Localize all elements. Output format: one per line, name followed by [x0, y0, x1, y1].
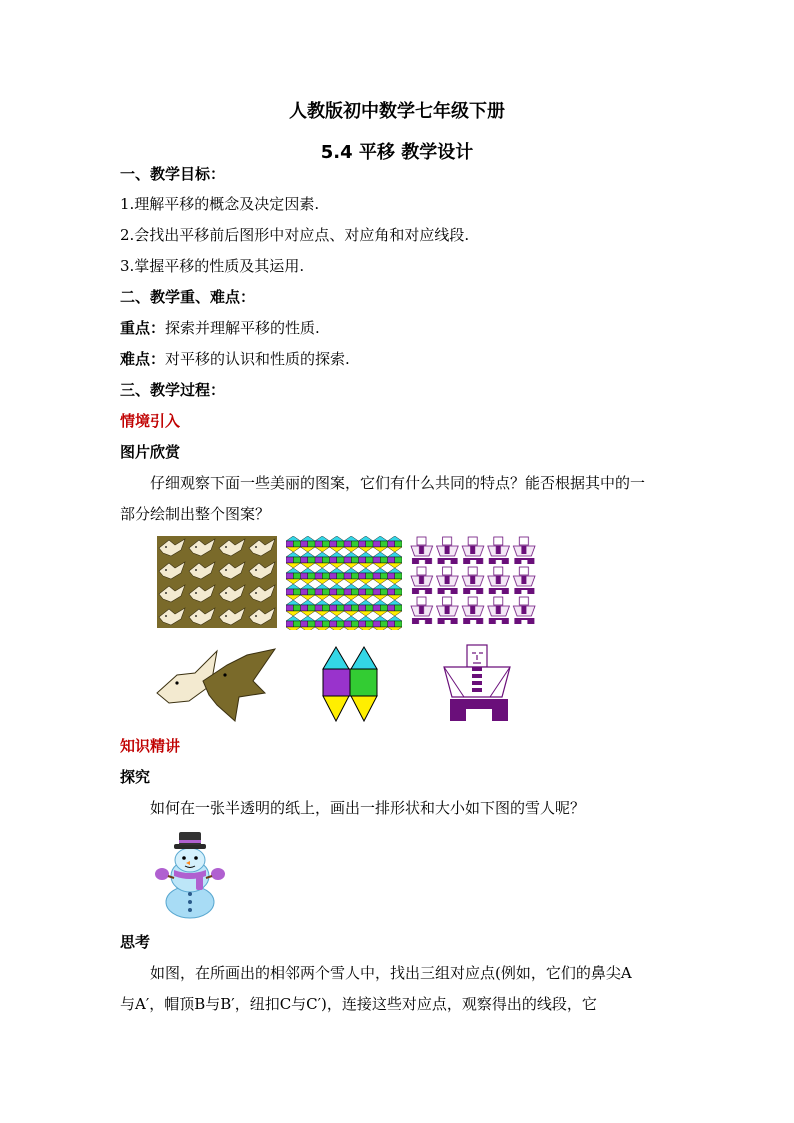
explore-heading: 探究 — [120, 768, 151, 786]
section3-heading: 三、教学过程： — [120, 381, 226, 399]
difficult-point-label: 难点： — [120, 350, 166, 368]
knowledge-heading: 知识精讲 — [120, 737, 181, 755]
objective-2: 2.会找出平移前后图形中对应点、对应角和对应线段. — [120, 226, 470, 244]
think-paragraph-line1: 如图，在所画出的相邻两个雪人中，找出三组对应点(例如，它们的鼻尖A — [150, 964, 632, 982]
pictures-heading: 图片欣赏 — [120, 443, 181, 461]
objective-3: 3.掌握平移的性质及其运用. — [120, 257, 305, 275]
gem-motif-image — [322, 645, 378, 723]
think-heading: 思考 — [120, 933, 151, 951]
difficult-point — [120, 349, 350, 369]
key-point-label: 重点： — [120, 319, 166, 337]
key-point — [120, 318, 320, 338]
gem-tessellation-image — [286, 536, 402, 630]
explore-paragraph: 如何在一张半透明的纸上，画出一排形状和大小如下图的雪人呢？ — [150, 799, 586, 817]
pictures-paragraph-line2: 部分绘制出整个图案？ — [120, 505, 271, 523]
snowman-image — [150, 830, 228, 920]
difficult-point-text: 对平移的认识和性质的探索. — [165, 350, 350, 368]
section2-heading: 二、教学重、难点： — [120, 288, 256, 306]
bird-motif-image — [155, 645, 277, 725]
intro-heading: 情境引入 — [120, 412, 181, 430]
robot-tessellation-image — [409, 536, 537, 626]
bird-tessellation-image — [157, 536, 277, 628]
key-point-text: 探索并理解平移的性质. — [165, 319, 320, 337]
pictures-paragraph-line1: 仔细观察下面一些美丽的图案，它们有什么共同的特点？能否根据其中的一 — [150, 474, 646, 492]
robot-motif-image — [442, 643, 512, 723]
think-paragraph-line2: 与A′，帽顶B与B′，纽扣C与C′)，连接这些对应点，观察得出的线段，它 — [120, 995, 597, 1013]
document-subtitle: 5.4 平移 教学设计 — [320, 142, 474, 163]
document-title: 人教版初中数学七年级下册 — [289, 101, 505, 122]
objective-1: 1.理解平移的概念及决定因素. — [120, 195, 320, 213]
section1-heading: 一、教学目标： — [120, 165, 226, 183]
